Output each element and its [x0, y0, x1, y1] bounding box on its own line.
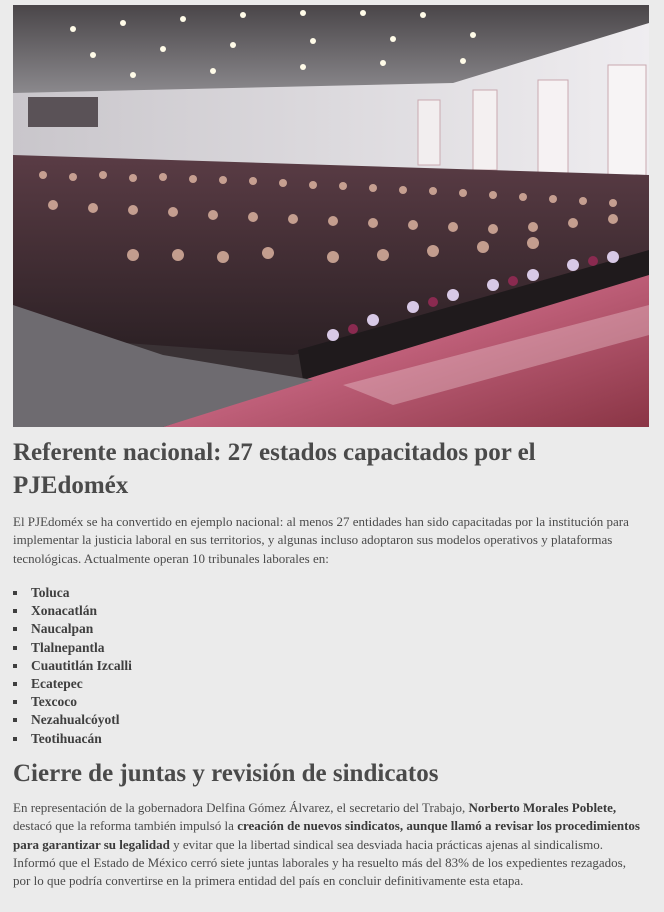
paragraph-text: y evitar que la libertad sindical sea desviada hacia prácticas ajenas al sindicalismo. Informó que el Estado de México cerró siete juntas laborales y ha resuelto más del 83% de los expedientes rezagados, por lo que podría convertirse en la primera entidad del país en concluir definitivamente esta etapa. [13, 836, 626, 889]
paragraph-text: En representación de la gobernadora Delfina Gómez Álvarez, el secretario del Trabajo, [13, 800, 469, 815]
section-paragraph-referente: El PJEdoméx se ha convertido en ejemplo nacional: al menos 27 entidades han sido capacitadas por la institución para implementar la justicia laboral en sus territorios, y algunas incluso adoptaron sus modelos operativos y plataformas tecnológicas. Actualmente operan 10 tribunales laborales en: [13, 514, 629, 566]
section-paragraph-cierre [13, 799, 643, 890]
tribunales-list [13, 584, 132, 748]
list-item: Teotihuacán [13, 730, 132, 748]
section-heading-referente: Referente nacional: 27 estados capacitados por el PJEdoméx [13, 439, 536, 499]
list-item: Ecatepec [13, 675, 132, 693]
list-item: Texcoco [13, 693, 132, 711]
bold-name: Norberto Morales Poblete, [468, 800, 617, 815]
list-item: Toluca [13, 584, 132, 602]
paragraph-text: destacó que la reforma también impulsó la [13, 818, 238, 834]
bold-emphasis: creación de nuevos sindicatos, aunque llamó a revisar los procedimientos para garantizar su legalidad [13, 818, 640, 852]
list-item: Nezahualcóyotl [13, 711, 132, 729]
section-heading-cierre: Cierre de juntas y revisión de sindicatos [13, 760, 439, 787]
event-photo [13, 5, 649, 427]
list-item: Xonacatlán [13, 602, 132, 620]
list-item: Tlalnepantla [13, 639, 132, 657]
list-item: Naucalpan [13, 620, 132, 638]
list-item: Cuautitlán Izcalli [13, 657, 132, 675]
